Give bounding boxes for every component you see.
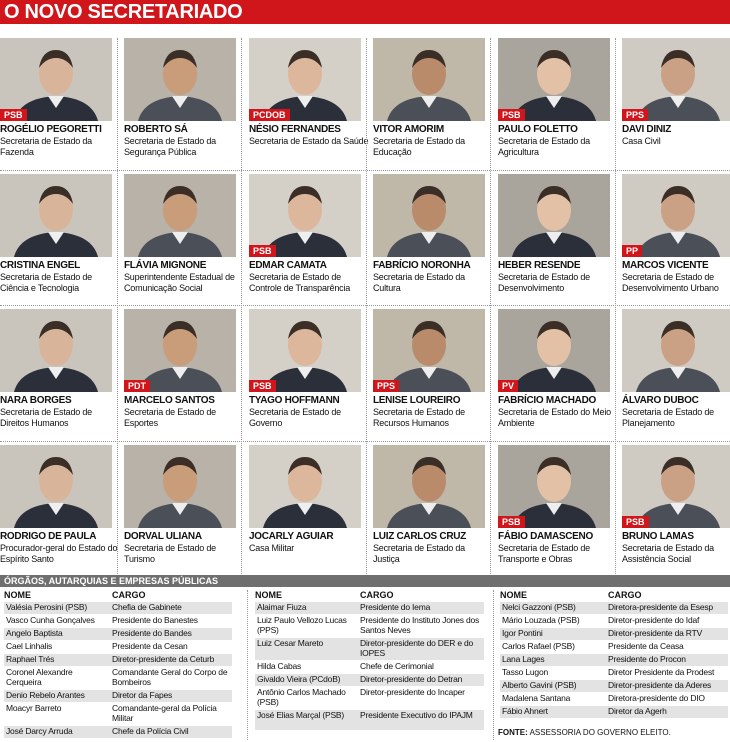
agency-person-name: Fábio Ahnert — [502, 706, 548, 716]
secretary-name: DAVI DINIZ — [622, 124, 672, 135]
secretary-role: Secretaria de Estado da Fazenda — [0, 136, 92, 157]
table-row — [255, 615, 484, 637]
secretary-name: HEBER RESENDE — [498, 260, 581, 271]
source-note — [498, 728, 671, 738]
table-row — [4, 602, 232, 614]
secretary-name: BRUNO LAMAS — [622, 531, 694, 542]
column-header-name: NOME — [4, 590, 31, 600]
table-row — [255, 710, 484, 730]
agency-person-name: Angelo Baptista — [6, 628, 63, 638]
column-divider — [117, 38, 118, 574]
agency-role: Presidente da Cesan — [112, 641, 188, 651]
table-row — [500, 615, 728, 627]
secretary-name: FÁBIO DAMASCENO — [498, 531, 593, 542]
agency-person-name: José Darcy Arruda — [6, 726, 73, 736]
agency-role: Chefe da Polícia Civil — [112, 726, 189, 736]
agency-role: Presidente do Iema — [360, 602, 431, 612]
portrait-photo — [0, 445, 112, 528]
agency-role: Diretor-presidente da Ceturb — [112, 654, 215, 664]
secretary-card — [498, 174, 616, 308]
secretary-role: Secretaria de Estado de Desenvolvimento Urbano — [622, 272, 719, 293]
portrait-photo — [0, 309, 112, 392]
agency-person-name: Mário Louzada (PSB) — [502, 615, 580, 625]
agency-role: Presidente do Instituto Jones dos Santos Neves — [360, 615, 480, 635]
agency-role: Diretor-presidente da RTV — [608, 628, 703, 638]
agency-person-name: Carlos Rafael (PSB) — [502, 641, 575, 651]
secretary-role: Secretaria de Estado de Turismo — [124, 543, 216, 564]
agency-person-name: Cael Linhalis — [6, 641, 53, 651]
secretary-card — [0, 309, 118, 443]
secretary-role: Secretaria de Estado da Educação — [373, 136, 465, 157]
agency-person-name: Antônio Carlos Machado (PSB) — [257, 687, 346, 707]
agency-role: Diretor-presidente do Idaf — [608, 615, 700, 625]
agency-person-name: Valésia Perosini (PSB) — [6, 602, 87, 612]
page-title: O NOVO SECRETARIADO — [4, 1, 243, 23]
agency-person-name: Givaldo Vieira (PCdoB) — [257, 674, 341, 684]
secretary-role: Secretaria de Estado da Justiça — [373, 543, 465, 564]
table-row — [4, 703, 232, 725]
secretary-card — [498, 309, 616, 443]
secretary-name: LENISE LOUREIRO — [373, 395, 461, 406]
secretary-name: MARCOS VICENTE — [622, 260, 709, 271]
table-row — [4, 726, 232, 738]
secretary-card — [373, 445, 491, 579]
secretary-card — [622, 38, 730, 172]
secretary-role: Secretaria de Estado da Cultura — [373, 272, 465, 293]
header-banner — [0, 0, 730, 24]
secretary-card — [0, 38, 118, 172]
source-label: FONTE: — [498, 728, 528, 737]
table-row — [500, 693, 728, 705]
secretary-role: Procurador-geral do Estado do Espírito Santo — [0, 543, 118, 564]
agency-person-name: Vasco Cunha Gonçalves — [6, 615, 95, 625]
secretary-name: MARCELO SANTOS — [124, 395, 215, 406]
secretary-name: DORVAL ULIANA — [124, 531, 202, 542]
table-row — [500, 628, 728, 640]
portrait-photo — [249, 38, 361, 121]
agency-role: Presidente Executivo do IPAJM — [360, 710, 473, 720]
column-header-role: CARGO — [112, 590, 146, 600]
portrait-photo — [373, 309, 485, 392]
table-row — [255, 674, 484, 686]
agency-person-name: Tasso Lugon — [502, 667, 549, 677]
agency-role: Presidente do Banestes — [112, 615, 198, 625]
secretary-card — [124, 445, 242, 579]
agency-role: Comandante Geral do Corpo de Bombeiros — [112, 667, 228, 687]
party-badge: PSB — [498, 109, 525, 121]
secretary-name: NÉSIO FERNANDES — [249, 124, 341, 135]
agency-person-name: Lana Lages — [502, 654, 545, 664]
secretary-role: Casa Militar — [249, 543, 295, 553]
party-badge: PDT — [124, 380, 150, 392]
portrait-photo — [498, 38, 610, 121]
secretary-card — [124, 174, 242, 308]
portrait-photo — [124, 309, 236, 392]
portrait-photo — [498, 445, 610, 528]
agency-role: Diretor-presidente da Aderes — [608, 680, 712, 690]
table-row — [255, 638, 484, 660]
agency-role: Diretor da Agerh — [608, 706, 667, 716]
table-row — [4, 690, 232, 702]
secretary-role: Secretaria de Estado de Planejamento — [622, 407, 714, 428]
agency-role: Diretora-presidente do DIO — [608, 693, 705, 703]
table-row — [4, 641, 232, 653]
source-text: ASSESSORIA DO GOVERNO ELEITO. — [529, 728, 671, 737]
secretary-role: Secretaria de Estado de Governo — [249, 407, 341, 428]
secretary-role: Secretaria de Estado do Meio Ambiente — [498, 407, 611, 428]
party-badge: PPS — [373, 380, 399, 392]
table-divider — [247, 590, 248, 740]
agency-person-name: Igor Pontini — [502, 628, 543, 638]
agency-person-name: Luiz Paulo Vellozo Lucas (PPS) — [257, 615, 347, 635]
column-header-name: NOME — [255, 590, 282, 600]
agency-role: Comandante-geral da Polícia Militar — [112, 703, 217, 723]
secretary-role: Secretaria de Estado de Direitos Humanos — [0, 407, 92, 428]
secretary-card — [124, 309, 242, 443]
agency-role: Diretor-presidente do DER e do IOPES — [360, 638, 474, 658]
party-badge: PSB — [249, 245, 276, 257]
agency-role: Presidente do Bandes — [112, 628, 192, 638]
table-row — [4, 628, 232, 640]
party-badge: PP — [622, 245, 642, 257]
table-row — [4, 667, 232, 689]
row-divider — [0, 441, 730, 442]
party-badge: PSB — [498, 516, 525, 528]
column-header-role: CARGO — [608, 590, 642, 600]
secretary-name: FABRÍCIO NORONHA — [373, 260, 471, 271]
column-divider — [615, 38, 616, 574]
portrait-photo — [622, 445, 730, 528]
secretary-card — [124, 38, 242, 172]
secretary-role: Secretaria de Estado de Controle de Transparência — [249, 272, 351, 293]
secretary-card — [498, 38, 616, 172]
party-badge: PSB — [0, 109, 27, 121]
table-row — [255, 602, 484, 614]
agency-role: Presidente do Procon — [608, 654, 686, 664]
column-divider — [241, 38, 242, 574]
column-divider — [366, 38, 367, 574]
secretary-card — [249, 445, 367, 579]
secretary-role: Secretaria de Estado da Assistência Social — [622, 543, 714, 564]
secretary-role: Secretaria de Estado da Saúde — [249, 136, 369, 146]
agency-person-name: Hilda Cabas — [257, 661, 302, 671]
portrait-photo — [373, 38, 485, 121]
secretary-name: PAULO FOLETTO — [498, 124, 578, 135]
column-header-name: NOME — [500, 590, 527, 600]
agency-person-name: Madalena Santana — [502, 693, 571, 703]
secretary-card — [498, 445, 616, 579]
portrait-photo — [124, 38, 236, 121]
secretary-card — [373, 309, 491, 443]
agency-role: Presidente da Ceasa — [608, 641, 684, 651]
secretary-role: Secretaria de Estado de Esportes — [124, 407, 216, 428]
portrait-photo — [124, 445, 236, 528]
agency-person-name: Moacyr Barreto — [6, 703, 62, 713]
secretary-role: Secretaria de Estado de Ciência e Tecnologia — [0, 272, 92, 293]
table-row — [500, 641, 728, 653]
portrait-photo — [249, 174, 361, 257]
portrait-photo — [0, 174, 112, 257]
portrait-photo — [622, 38, 730, 121]
table-row — [500, 602, 728, 614]
party-badge: PV — [498, 380, 518, 392]
agency-person-name: Alberto Gavini (PSB) — [502, 680, 577, 690]
portrait-photo — [622, 309, 730, 392]
agency-role: Diretor-presidente do Detran — [360, 674, 463, 684]
secretary-name: FABRÍCIO MACHADO — [498, 395, 596, 406]
secretary-name: ÁLVARO DUBOC — [622, 395, 699, 406]
secretary-role: Secretaria de Estado da Agricultura — [498, 136, 590, 157]
agency-role: Diretor Presidente da Prodest — [608, 667, 715, 677]
secretary-name: VITOR AMORIM — [373, 124, 444, 135]
agency-role: Chefe de Cerimonial — [360, 661, 434, 671]
secretary-name: TYAGO HOFFMANN — [249, 395, 340, 406]
secretary-role: Secretaria de Estado da Segurança Pública — [124, 136, 216, 157]
secretary-card — [622, 174, 730, 308]
agency-person-name: Nelci Gazzoni (PSB) — [502, 602, 576, 612]
agency-person-name: José Elias Marçal (PSB) — [257, 710, 345, 720]
secretary-name: ROGÉLIO PEGORETTI — [0, 124, 102, 135]
portrait-photo — [498, 309, 610, 392]
secretary-name: LUIZ CARLOS CRUZ — [373, 531, 466, 542]
agency-person-name: Raphael Trés — [6, 654, 55, 664]
secretary-card — [249, 174, 367, 308]
column-divider — [490, 38, 491, 574]
secretary-name: EDMAR CAMATA — [249, 260, 327, 271]
agency-person-name: Luiz Cesar Mareto — [257, 638, 324, 648]
secretary-role: Casa Civil — [622, 136, 661, 146]
secretary-name: ROBERTO SÁ — [124, 124, 188, 135]
portrait-photo — [373, 445, 485, 528]
agency-person-name: Denio Rebelo Arantes — [6, 690, 85, 700]
table-row — [500, 680, 728, 692]
portrait-photo — [124, 174, 236, 257]
secretary-card — [622, 445, 730, 579]
agency-role: Diretor da Fapes — [112, 690, 173, 700]
agencies-title: ÓRGÃOS, AUTARQUIAS E EMPRESAS PÚBLICAS — [4, 576, 219, 586]
secretary-name: FLÁVIA MIGNONE — [124, 260, 207, 271]
table-row — [500, 654, 728, 666]
party-badge: PCDOB — [249, 109, 290, 121]
party-badge: PSB — [622, 516, 649, 528]
secretary-name: JOCARLY AGUIAR — [249, 531, 334, 542]
secretary-role: Secretaria de Estado de Desenvolvimento — [498, 272, 590, 293]
agency-person-name: Coronel Alexandre Cerqueira — [6, 667, 73, 687]
table-row — [4, 615, 232, 627]
column-header-role: CARGO — [360, 590, 394, 600]
secretary-card — [373, 174, 491, 308]
secretary-role: Secretaria de Estado de Recursos Humanos — [373, 407, 465, 428]
row-divider — [0, 170, 730, 171]
secretary-card — [249, 38, 367, 172]
party-badge: PSB — [249, 380, 276, 392]
secretary-role: Secretaria de Estado de Transporte e Obras — [498, 543, 590, 564]
portrait-photo — [249, 445, 361, 528]
portrait-photo — [622, 174, 730, 257]
portrait-photo — [373, 174, 485, 257]
secretary-card — [0, 174, 118, 308]
portrait-photo — [0, 38, 112, 121]
row-divider — [0, 305, 730, 306]
table-row — [255, 687, 484, 709]
secretary-name: NARA BORGES — [0, 395, 72, 406]
agency-person-name: Alaimar Fiuza — [257, 602, 307, 612]
table-row — [500, 667, 728, 679]
secretary-card — [0, 445, 118, 579]
table-row — [255, 661, 484, 673]
table-divider — [493, 590, 494, 740]
agency-role: Diretora-presidente da Esesp — [608, 602, 713, 612]
secretary-name: CRISTINA ENGEL — [0, 260, 80, 271]
portrait-photo — [498, 174, 610, 257]
secretary-card — [249, 309, 367, 443]
party-badge: PPS — [622, 109, 648, 121]
secretary-role: Superintendente Estadual de Comunicação Social — [124, 272, 235, 293]
secretary-card — [373, 38, 491, 172]
secretary-name: RODRIGO DE PAULA — [0, 531, 97, 542]
secretary-card — [622, 309, 730, 443]
table-row — [500, 706, 728, 718]
agency-role: Chefia de Gabinete — [112, 602, 182, 612]
agency-role: Diretor-presidente do Incaper — [360, 687, 465, 697]
portrait-photo — [249, 309, 361, 392]
table-row — [4, 654, 232, 666]
